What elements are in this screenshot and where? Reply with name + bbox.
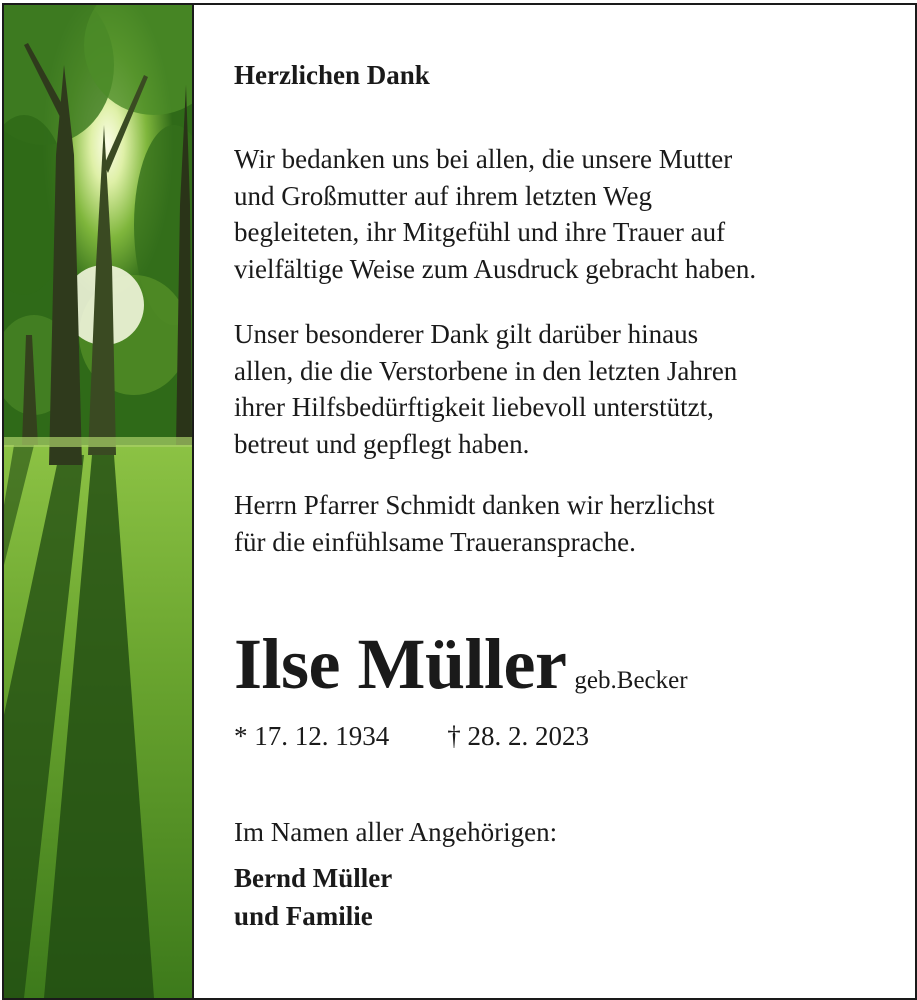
signatory-family: und Familie xyxy=(234,901,373,931)
text-line: und Großmutter auf ihrem letzten Weg xyxy=(234,180,652,211)
text-line: vielfältige Weise zum Ausdruck gebracht haben. xyxy=(234,253,757,284)
birth-date: * 17. 12. 1934 xyxy=(234,721,390,751)
pastor-thanks-paragraph xyxy=(234,487,715,560)
text-line: Unser besonderer Dank gilt darüber hinaus xyxy=(234,319,699,349)
text-line: für die einfühlsame Traueransprache. xyxy=(234,526,636,557)
deceased-name-line xyxy=(234,623,688,706)
text-line: Herrn Pfarrer Schmidt danken wir herzlichst xyxy=(234,490,715,520)
thanks-paragraph xyxy=(234,141,756,287)
signatory-name: Bernd Müller xyxy=(234,863,393,893)
text-line: begleiteten, ihr Mitgefühl und ihre Trauer auf xyxy=(234,217,726,247)
death-date: † 28. 2. 2023 xyxy=(447,721,589,751)
text-line: allen, die die Verstorbene in den letzten Jahren xyxy=(234,355,738,386)
obituary-frame xyxy=(2,3,917,1000)
signoff-text: Im Namen aller Angehörigen: xyxy=(234,817,558,847)
life-dates xyxy=(234,721,589,752)
forest-photo xyxy=(4,5,192,998)
photo-divider xyxy=(192,5,194,998)
text-line: betreut und gepflegt haben. xyxy=(234,428,530,459)
deceased-name: Ilse Müller xyxy=(234,624,567,704)
text-line: ihrer Hilfsbedürftigkeit liebevoll unterstützt, xyxy=(234,392,714,422)
text-line: Wir bedanken uns bei allen, die unsere Mutter xyxy=(234,144,733,174)
notice-heading: Herzlichen Dank xyxy=(234,60,430,90)
birth-name: geb.Becker xyxy=(574,667,688,694)
special-thanks-paragraph xyxy=(234,316,737,462)
